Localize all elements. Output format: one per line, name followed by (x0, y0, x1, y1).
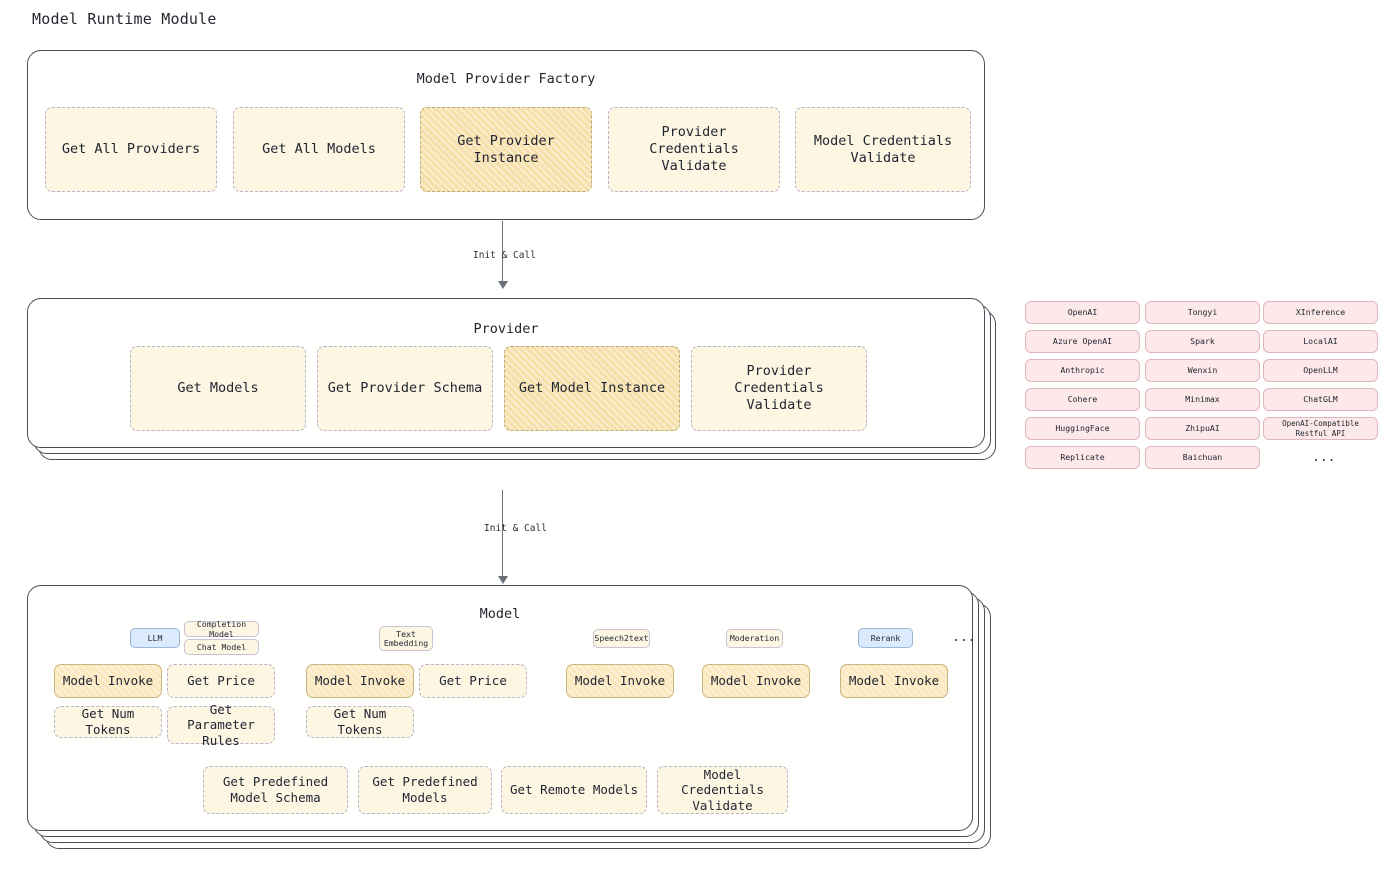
page-title: Model Runtime Module (32, 10, 217, 28)
node-label: Get Model Instance (518, 380, 666, 397)
node-llm-model-invoke[interactable] (54, 664, 162, 698)
node-get-all-providers[interactable] (45, 107, 217, 192)
model-type-chat-model[interactable] (184, 639, 259, 655)
provider-chip-anthropic[interactable] (1025, 359, 1140, 382)
node-moderation-model-invoke[interactable] (702, 664, 810, 698)
node-label: Get Predefined Model Schema (222, 774, 329, 805)
node-label: Model Invoke (574, 673, 666, 689)
provider-chip-spark[interactable] (1145, 330, 1260, 353)
arrow-factory-to-provider-head (498, 281, 508, 289)
model-provider-factory-title: Model Provider Factory (416, 71, 596, 87)
provider-list-more: ... (1312, 450, 1336, 465)
provider-chip-xinference[interactable] (1263, 301, 1378, 324)
model-type-label: LLM (147, 632, 163, 643)
arrow-provider-to-model-label: Init & Call (484, 523, 547, 534)
node-label: Get Num Tokens (81, 706, 135, 737)
node-label: Get Num Tokens (333, 706, 387, 737)
node-label: Get All Models (262, 141, 376, 158)
model-type-label: Speech2text (594, 633, 649, 644)
model-type-speech2text[interactable] (593, 629, 650, 648)
provider-chip-baichuan[interactable] (1145, 446, 1260, 469)
model-types-more: ... (952, 630, 976, 645)
node-get-models[interactable] (130, 346, 306, 431)
provider-chip-label: Anthropic (1060, 365, 1105, 376)
provider-chip-label: Tongyi (1187, 307, 1218, 318)
model-title: Model (479, 606, 521, 622)
node-get-all-models[interactable] (233, 107, 405, 192)
model-type-label: Rerank (870, 632, 901, 643)
provider-chip-tongyi[interactable] (1145, 301, 1260, 324)
model-type-label: Completion Model (196, 618, 247, 639)
provider-chip-label: Baichuan (1182, 452, 1223, 463)
node-label: Model Invoke (314, 673, 406, 689)
provider-chip-wenxin[interactable] (1145, 359, 1260, 382)
provider-chip-replicate[interactable] (1025, 446, 1140, 469)
provider-chip-zhipuai[interactable] (1145, 417, 1260, 440)
node-label: Get Provider Schema (327, 380, 483, 397)
node-label: Provider Credentials Validate (734, 363, 824, 413)
provider-chip-label: OpenAI (1067, 307, 1098, 318)
provider-chip-label: ZhipuAI (1185, 423, 1220, 434)
provider-chip-label: Minimax (1185, 394, 1220, 405)
provider-chip-label: OpenAI-Compatible Restful API (1282, 419, 1359, 438)
provider-chip-label: Spark (1190, 336, 1215, 347)
provider-chip-label: Wenxin (1187, 365, 1218, 376)
node-label: Get Remote Models (510, 782, 638, 798)
model-type-completion-model[interactable] (184, 618, 259, 639)
node-llm-get-parameter-rules[interactable] (167, 701, 275, 748)
provider-chip-minimax[interactable] (1145, 388, 1260, 411)
provider-chip-label: Azure OpenAI (1052, 336, 1113, 347)
node-label: Get Price (187, 673, 255, 689)
provider-chip-openai[interactable] (1025, 301, 1140, 324)
node-get-predefined-models[interactable] (358, 766, 492, 814)
provider-chip-label: HuggingFace (1055, 423, 1110, 434)
provider-chip-label: LocalAI (1303, 336, 1338, 347)
provider-chip-label: OpenLLM (1303, 365, 1338, 376)
provider-chip-label: XInference (1295, 307, 1346, 318)
node-label: Get Price (439, 673, 507, 689)
provider-chip-localai[interactable] (1263, 330, 1378, 353)
node-label: Model Invoke (710, 673, 802, 689)
node-label: Get Provider Instance (457, 132, 555, 166)
node-model-credentials-validate[interactable] (795, 107, 971, 192)
node-embedding-get-price[interactable] (419, 664, 527, 698)
node-get-model-instance[interactable] (504, 346, 680, 431)
model-type-label: Text Embedding (383, 628, 429, 648)
node-label: Get All Providers (61, 141, 201, 158)
node-label: Get Parameter Rules (187, 701, 255, 748)
node-model-credentials-validate-2[interactable] (657, 766, 788, 814)
model-type-rerank[interactable] (858, 628, 913, 648)
node-get-remote-models[interactable] (501, 766, 647, 814)
provider-chip-chatglm[interactable] (1263, 388, 1378, 411)
provider-chip-label: ChatGLM (1303, 394, 1338, 405)
node-llm-get-price[interactable] (167, 664, 275, 698)
node-rerank-model-invoke[interactable] (840, 664, 948, 698)
node-label: Model Credentials Validate (813, 132, 953, 166)
node-embedding-model-invoke[interactable] (306, 664, 414, 698)
provider-chip-azure-openai[interactable] (1025, 330, 1140, 353)
provider-title: Provider (473, 321, 539, 337)
arrow-provider-to-model-head (498, 576, 508, 584)
provider-chip-openllm[interactable] (1263, 359, 1378, 382)
provider-chip-huggingface[interactable] (1025, 417, 1140, 440)
arrow-provider-to-model-line (502, 490, 503, 578)
provider-chip-label: Cohere (1067, 394, 1098, 405)
node-provider-credentials-validate-2[interactable] (691, 346, 867, 431)
node-label: Provider Credentials Validate (649, 124, 739, 174)
model-type-text-embedding[interactable] (379, 626, 433, 651)
node-llm-get-num-tokens[interactable] (54, 706, 162, 738)
node-get-provider-instance[interactable] (420, 107, 592, 192)
node-get-provider-schema[interactable] (317, 346, 493, 431)
node-get-predefined-model-schema[interactable] (203, 766, 348, 814)
model-type-label: Moderation (729, 633, 780, 644)
node-provider-credentials-validate[interactable] (608, 107, 780, 192)
model-type-llm[interactable] (130, 628, 180, 648)
provider-chip-label: Replicate (1060, 452, 1105, 463)
arrow-factory-to-provider-label: Init & Call (473, 250, 536, 261)
provider-chip-cohere[interactable] (1025, 388, 1140, 411)
node-label: Model Invoke (848, 673, 940, 689)
node-embedding-get-num-tokens[interactable] (306, 706, 414, 738)
node-label: Model Invoke (62, 673, 154, 689)
node-label: Model Credentials Validate (681, 766, 764, 813)
provider-chip-openai-compatible[interactable] (1263, 417, 1378, 440)
node-label: Get Predefined Models (372, 774, 478, 805)
node-label: Get Models (177, 380, 259, 397)
model-type-moderation[interactable] (726, 629, 783, 648)
node-speech2text-model-invoke[interactable] (566, 664, 674, 698)
model-type-label: Chat Model (196, 641, 247, 652)
